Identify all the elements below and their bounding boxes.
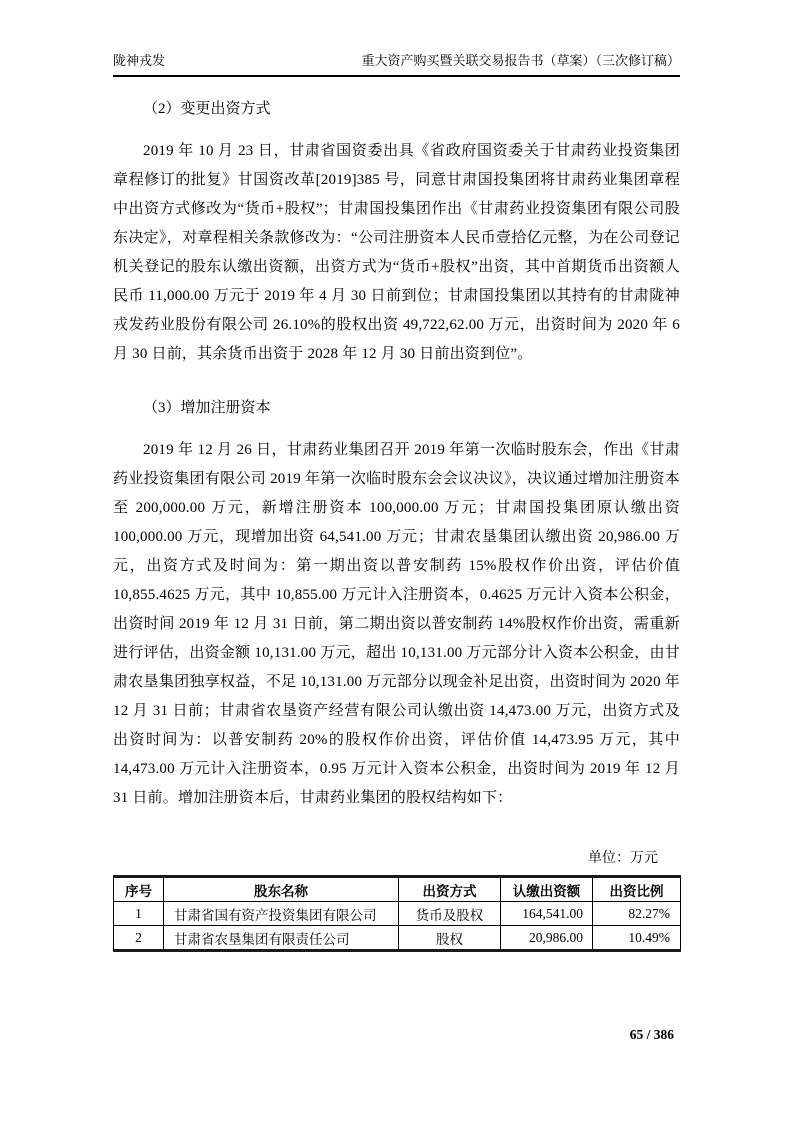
cell-contribution-method: 货币及股权 [399,902,501,926]
page-header [113,0,680,77]
cell-subscribed-amount: 20,986.00 [501,926,593,951]
cell-index: 1 [114,902,164,926]
paragraph-change-method: 2019 年 10 月 23 日，甘肃省国资委出具《省政府国资委关于甘肃药业投资集团章程修订的批复》甘国资改革[2019]385 号，同意甘肃国投集团将甘肃药业集团章程中出资方式修改为“货币+股权”；甘肃国投集团作出《甘肃药业投资集团有限公司股东决定》，对章程相关条款修改为：“公司注册资本人民币壹拾亿元整，为在公司登记机关登记的股东认缴出资额，出资方式为“货币+股权”出资，其中首期货币出资额人民币 11,000.00 万元于 2019 年 4 月 30 日前到位；甘肃国投集团以其持有的甘肃陇神戎发药业股份有限公司 26.10%的股权出资 49,722,62.00 万元，出资时间为 2020 年 6 月 30 日前，其余货币出资于 2028 年 12 月 30 日前出资到位”。 [113,143,680,362]
unit-label: 单位：万元 [588,851,658,866]
header-company-short-name: 陇神戎发 [113,53,166,68]
section-heading-change-method: （2）变更出资方式 [143,101,271,117]
col-header-shareholder-name: 股东名称 [164,877,399,902]
table-row [114,902,681,926]
table-row [114,926,681,951]
col-header-index: 序号 [114,877,164,902]
cell-contribution-ratio: 82.27% [593,902,681,926]
table-header-row [114,877,681,902]
section-heading-capital-increase: （3）增加注册资本 [143,400,271,416]
page-number: 65 / 386 [629,1027,674,1042]
cell-shareholder-name: 甘肃省国有资产投资集团有限公司 [164,902,399,926]
cell-index: 2 [114,926,164,951]
cell-contribution-ratio: 10.49% [593,926,681,951]
cell-subscribed-amount: 164,541.00 [501,902,593,926]
paragraph-capital-increase: 2019 年 12 月 26 日，甘肃药业集团召开 2019 年第一次临时股东会，作出《甘肃药业投资集团有限公司 2019 年第一次临时股东会会议决议》，决议通过增加注册资本至 200,000.00 万元，新增注册资本 100,000.00 万元；甘肃国投集团原认缴出资 100,000.00 万元，现增加出资 64,541.00 万元；甘肃农垦集团认缴出资 20,986.00 万元，出资方式及时间为：第一期出资以普安制药 15%股权作价出资，评估价值 10,855.4625 万元，其中 10,855.00 万元计入注册资本，0.4625 万元计入资本公积金，出资时间 2019 年 12 月 31 日前，第二期出资以普安制药 14%股权作价出资，需重新进行评估，出资金额 10,131.00 万元，超出 10,131.00 万元部分计入资本公积金，由甘肃农垦集团独享权益，不足 10,131.00 万元部分以现金补足出资，出资时间为 2020 年 12 月 31 日前；甘肃省农垦资产经营有限公司认缴出资 14,473.00 万元，出资方式及出资时间为：以普安制药 20%的股权作价出资，评估价值 14,473.95 万元，其中 14,473.00 万元计入注册资本，0.95 万元计入资本公积金，出资时间为 2019 年 12 月 31 日前。增加注册资本后，甘肃药业集团的股权结构如下： [113,442,680,806]
col-header-contribution-ratio: 出资比例 [593,877,681,902]
shareholder-structure-table [113,875,681,952]
col-header-contribution-method: 出资方式 [399,877,501,902]
cell-contribution-method: 股权 [399,926,501,951]
header-report-title: 重大资产购买暨关联交易报告书（草案）（三次修订稿） [361,53,680,68]
col-header-subscribed-amount: 认缴出资额 [501,877,593,902]
cell-shareholder-name: 甘肃省农垦集团有限责任公司 [164,926,399,951]
